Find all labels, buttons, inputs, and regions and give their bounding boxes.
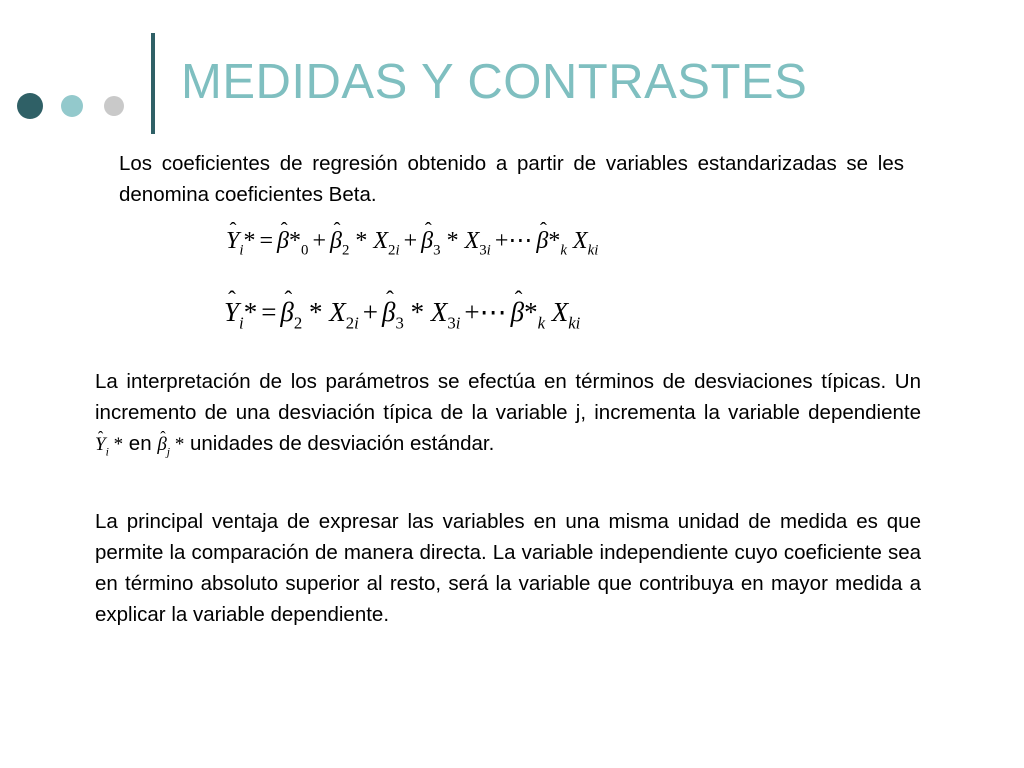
light-teal-dot bbox=[61, 95, 83, 117]
paragraph-2-text-end: unidades de desviación estándar. bbox=[184, 432, 495, 455]
inline-formula-y-hat: ˆ $Y_i$ * bbox=[95, 434, 123, 455]
slide-title: MEDIDAS Y CONTRASTES bbox=[181, 55, 808, 109]
paragraph-2-text-start: La interpretación de los parámetros se efectúa en términos de desviaciones típicas. Un incremento de una desviación típica de la variable j, incrementa la variable dependiente bbox=[95, 370, 921, 424]
grey-dot bbox=[104, 96, 124, 116]
paragraph-interpretation bbox=[95, 366, 921, 460]
paragraph-2-text-middle: en bbox=[123, 432, 158, 455]
dark-teal-dot bbox=[17, 93, 43, 119]
paragraph-beta-definition: Los coeficientes de regresión obtenido a partir de variables estandarizadas se les denomina coeficientes Beta. bbox=[119, 152, 904, 206]
title-divider bbox=[151, 33, 155, 134]
formula-standardized-regression-1: ˆ $Y_i*$ =ˆ $\beta*_0$ +ˆ $\beta_2 * X_{2i}$ +ˆ $\beta_3 * X_{3i}$ +⋯ˆ $\beta*_k$ $X_{ki}$ bbox=[226, 226, 598, 255]
paragraph-advantage: La principal ventaja de expresar las variables en una misma unidad de medida es que permite la comparación de manera directa. La variable independiente cuyo coeficiente sea en término absoluto superior al resto, será la variable que contribuya en mayor medida a explicar la variable dependiente. bbox=[95, 510, 921, 626]
formula-standardized-regression-2: ˆ $Y_i*$ =ˆ $\beta_2 * X_{2i}$ +ˆ $\beta_3 * X_{3i}$ +⋯ˆ $\beta*_k$ $X_{ki}$ bbox=[224, 297, 580, 328]
inline-formula-beta-j: ˆ $\beta_j$ * bbox=[157, 434, 184, 455]
